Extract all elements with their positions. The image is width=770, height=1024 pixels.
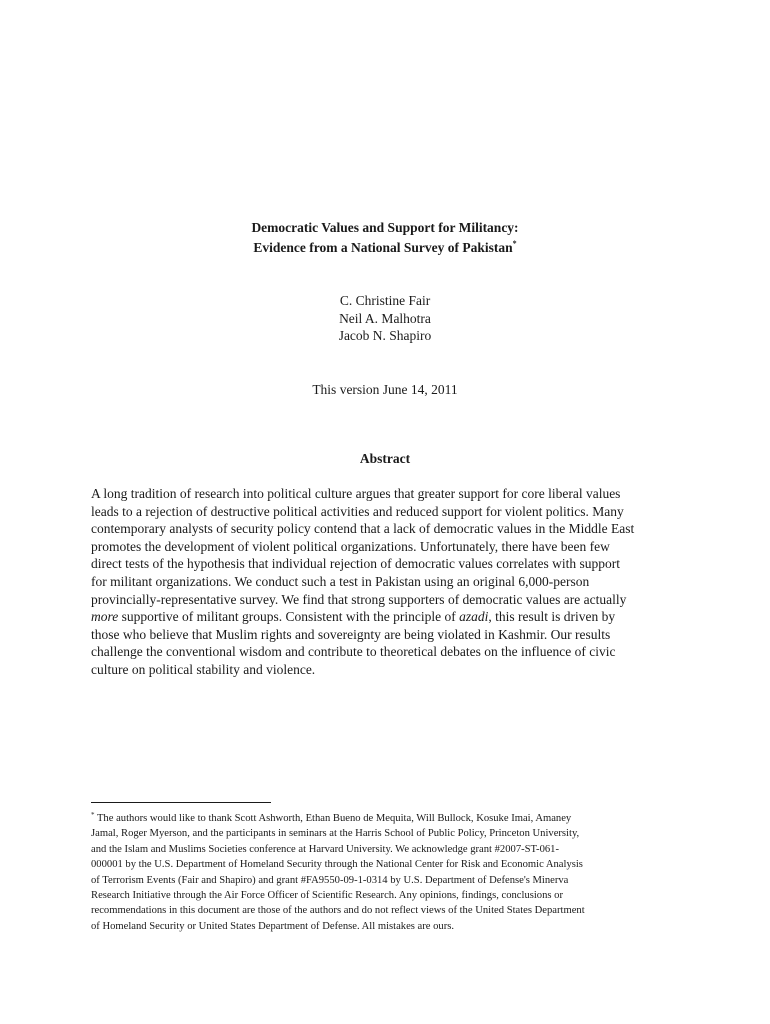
version-date: This version June 14, 2011 [312,382,458,397]
footnote-line: 000001 by the U.S. Department of Homeland Security through the National Center for Risk and Economic Analysis [91,859,583,871]
footnote [91,811,691,934]
abstract-emphasis-azadi: azadi [459,609,489,625]
footnote-line: of Homeland Security or United States Department of Defense. All mistakes are ours. [91,920,455,932]
footnote-divider [91,802,271,803]
abstract-line-text: , this result is driven by [488,609,616,625]
abstract-line: direct tests of the hypothesis that individual rejection of democratic values correlates with support [91,556,620,572]
footnote-mark: * [91,811,95,819]
footnote-line: Research Initiative through the Air Force Officer of Scientific Research. Any opinions, findings, conclusions or [91,890,563,902]
title-line-2 [0,238,770,258]
author-name: Neil A. Malhotra [339,310,431,326]
footnote-line-text: The authors would like to thank Scott Ashworth, Ethan Bueno de Mequita, Will Bullock, Kosuke Imai, Amaney [94,813,572,824]
abstract-line: A long tradition of research into political culture argues that greater support for core liberal values [91,486,621,501]
abstract-line-text: supportive of militant groups. Consistent with the principle of [118,609,460,625]
abstract-line: provincially-representative survey. We find that strong supporters of democratic values are actually [91,591,627,607]
abstract-heading: Abstract [359,451,411,466]
abstract-line [91,608,681,626]
abstract-line: culture on political stability and violence. [91,661,316,677]
footnote-line: of Terrorism Events (Fair and Shapiro) and grant #FA9550-09-1-0314 by U.S. Department of Defense's Minerva [91,874,569,886]
footnote-line: Jamal, Roger Myerson, and the participants in seminars at the Harris School of Public Policy, Princeton University, [91,828,580,840]
title-line-2-text: Evidence from a National Survey of Pakistan [253,240,513,255]
title-line-1: Democratic Values and Support for Militancy: [251,220,519,235]
abstract-line: challenge the conventional wisdom and contribute to theoretical debates on the influence of civic [91,644,616,660]
abstract-line: leads to a rejection of destructive political activities and reduced support for violent politics. Many [91,503,624,519]
abstract-line: for militant organizations. We conduct such a test in Pakistan using an original 6,000-person [91,573,590,589]
abstract-line: promotes the development of violent political organizations. Unfortunately, there have been few [91,538,610,554]
footnote-line [91,811,691,826]
footnote-line: recommendations in this document are those of the authors and do not reflect views of the United States Department [91,905,585,917]
title-footnote-mark: * [512,239,517,248]
author-name: C. Christine Fair [339,293,431,308]
footnote-line: and the Islam and Muslims Societies conference at Harvard University. We acknowledge grant #2007-ST-061- [91,843,559,855]
abstract-line: those who believe that Muslim rights and sovereignty are being violated in Kashmir. Our results [91,626,611,642]
abstract-body [91,485,681,679]
abstract-emphasis-more: more [91,609,119,625]
paper-title [0,218,770,258]
abstract-line: contemporary analysts of security policy contend that a lack of democratic values in the Middle East [91,521,635,537]
author-name: Jacob N. Shapiro [338,328,432,343]
author-list [0,292,770,345]
